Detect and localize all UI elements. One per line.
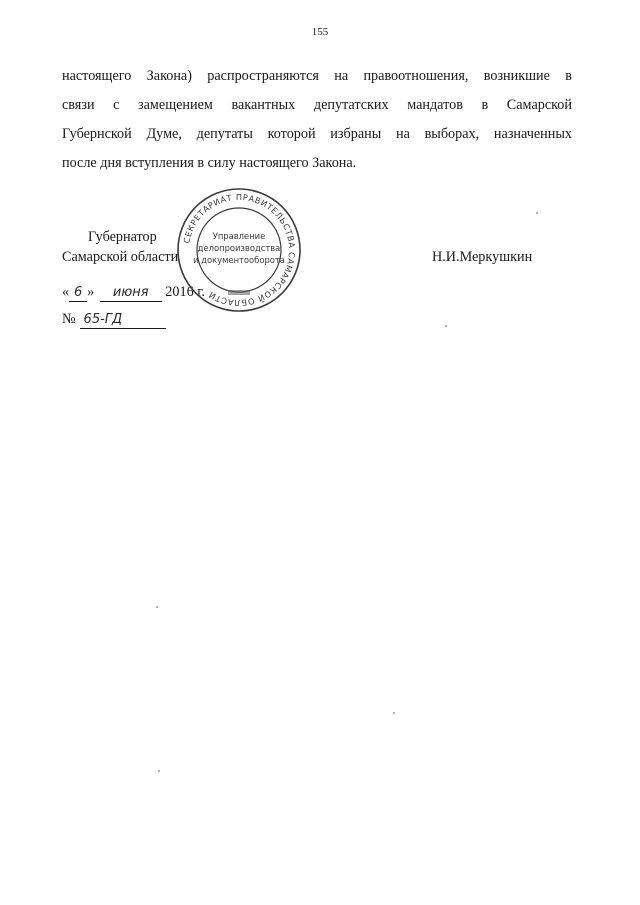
body-line: Губернской Думе, депутаты которой избраны на выборах, назначенных [62,126,572,142]
date-month-handwritten: июня [100,285,162,302]
signer-name: Н.И.Меркушкин [432,249,533,265]
official-stamp [176,187,302,313]
body-paragraph [62,62,572,178]
signer-title-line1: Губернатор [88,229,157,245]
stamp-smudge [228,290,250,295]
document-number-handwritten: 65-ГД [80,312,166,329]
scan-speck [536,212,538,214]
stamp-center-line1: Управление [212,231,266,241]
date-close-quote: » [87,284,95,300]
date-day-handwritten: 6 [69,285,87,302]
number-sign: № [62,311,76,327]
page-number: 155 [311,26,329,38]
scan-speck [393,712,395,714]
date-open-quote: « [62,284,70,300]
signer-title [62,227,178,267]
body-line: настоящего Закона) распространяются на правоотношения, возникшие в [62,68,572,84]
body-line: после дня вступления в силу настоящего Закона. [62,155,357,171]
scan-speck [445,325,447,327]
scan-speck [158,770,160,772]
stamp-center-line2: делопроизводства [197,243,281,253]
stamp-center-line3: и документооборота [193,255,285,265]
signer-title-line2: Самарской области [62,249,179,265]
stamp-ring-text: СЕКРЕТАРИАТ ПРАВИТЕЛЬСТВА САМАРСКОЙ ОБЛАСТИ [181,191,298,309]
date-year: 2016 г. [165,284,205,300]
document-number-line [62,309,166,329]
scan-speck [156,606,158,608]
body-line: связи с замещением вакантных депутатских мандатов в Самарской [62,97,572,113]
